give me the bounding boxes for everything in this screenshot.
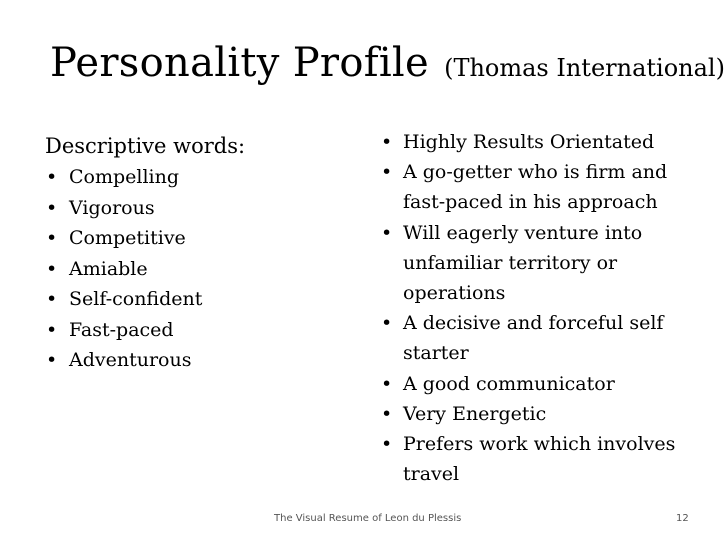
list-item-text: Self-confident: [69, 288, 203, 310]
bullet-icon: •: [381, 372, 393, 395]
traits-column: [378, 127, 678, 489]
list-item-line: fast-paced in his approach: [403, 191, 658, 214]
bullet-icon: •: [381, 433, 393, 456]
list-item-text: Competitive: [69, 227, 186, 249]
list-item-text: Amiable: [69, 257, 148, 280]
list-item: [43, 223, 343, 254]
bullet-icon: •: [381, 402, 393, 425]
list-item: [43, 315, 343, 346]
list-item: [378, 218, 678, 309]
slide-title: [50, 40, 725, 86]
list-item-text: Fast-paced: [69, 318, 174, 341]
bullet-icon: •: [46, 349, 58, 371]
bullet-icon: •: [46, 196, 58, 219]
bullet-icon: •: [46, 288, 58, 310]
list-item-line: Very Energetic: [403, 402, 547, 425]
list-item-line: A go-getter who is firm and: [403, 161, 668, 184]
list-item-line: travel: [403, 463, 460, 486]
list-item-line: Highly Results Orientated: [403, 131, 655, 153]
traits-list: [378, 127, 678, 489]
list-item: [378, 429, 678, 489]
bullet-icon: •: [46, 166, 58, 188]
list-item: [378, 127, 678, 157]
bullet-icon: •: [46, 318, 58, 341]
list-item: [378, 308, 678, 368]
list-item-text: Adventurous: [69, 349, 192, 371]
list-item: [43, 284, 343, 315]
descriptive-words-heading: Descriptive words:: [45, 134, 246, 158]
list-item-text: Vigorous: [69, 196, 155, 219]
list-item-line: starter: [403, 342, 469, 365]
list-item: [43, 162, 343, 193]
list-item: [378, 399, 678, 429]
list-item: [43, 254, 343, 285]
list-item-line: A good communicator: [403, 372, 615, 395]
list-item-text: Compelling: [69, 166, 180, 188]
title-main: Personality Profile: [50, 40, 429, 86]
descriptive-words-column: [43, 130, 343, 376]
bullet-icon: •: [381, 131, 393, 153]
list-item-line: A decisive and forceful self: [403, 312, 664, 335]
list-item-line: Will eagerly venture into: [403, 221, 643, 244]
list-item-line: Prefers work which involves: [403, 433, 676, 456]
footer-text: The Visual Resume of Leon du Plessis: [274, 513, 462, 524]
descriptive-words-list: [43, 162, 343, 376]
bullet-icon: •: [381, 312, 393, 335]
title-subtitle: (Thomas International): [444, 54, 725, 82]
page-number: 12: [676, 513, 689, 524]
list-item: [43, 193, 343, 224]
list-item: [378, 157, 678, 217]
list-item: [378, 369, 678, 399]
bullet-icon: •: [381, 221, 393, 244]
bullet-icon: •: [46, 257, 58, 280]
bullet-icon: •: [46, 227, 58, 249]
bullet-icon: •: [381, 161, 393, 184]
list-item-line: operations: [403, 282, 506, 305]
list-item-line: unfamiliar territory or: [403, 251, 618, 274]
list-item: [43, 345, 343, 376]
